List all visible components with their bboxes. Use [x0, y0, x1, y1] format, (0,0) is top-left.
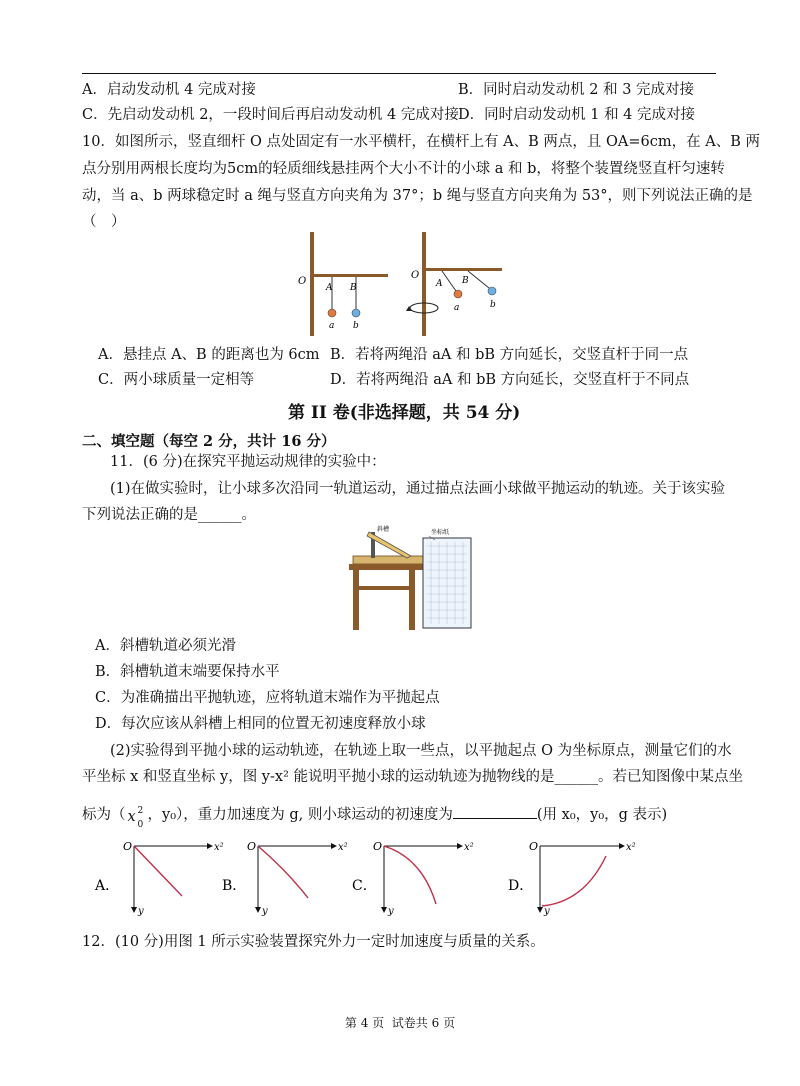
graph-c: [352, 840, 474, 917]
horizontal-bar-right: [424, 268, 502, 271]
q10-line-1: 10．如图所示，竖直细杆 O 点处固定有一水平横杆，在横杆上有 A、B 两点，且 OA=6cm，在 A、B 两: [82, 134, 760, 150]
q10-line-2: 点分别用两根长度均为5cm的轻质细线悬挂两个大小不计的小球 a 和 b，将整个装置绕竖直杆匀速转: [82, 161, 725, 177]
q11-apparatus-figure: [345, 522, 475, 634]
section-title: 第 II 卷(非选择题，共 54 分): [288, 403, 521, 423]
q11-intro: 11．(6 分)在探究平抛运动规律的实验中：: [110, 454, 386, 470]
q11-option-c: C．为准确描出平抛轨迹，应将轨道末端作为平抛起点: [95, 690, 440, 706]
graph-b-curve: [258, 846, 308, 898]
q11-option-a: A．斜槽轨道必须光滑: [95, 638, 236, 654]
q9-option-b: B．同时启动发动机 2 和 3 完成对接: [458, 82, 695, 98]
q10-option-d: D．若将两绳沿 aA 和 bB 方向延长，交竖直杆于不同点: [330, 372, 690, 388]
table-leg-right: [409, 570, 415, 630]
q9-option-a: A．启动发动机 4 完成对接: [82, 82, 256, 98]
label-b-lower-left: b: [353, 321, 359, 331]
graph-c-curve: [384, 846, 436, 904]
q9-option-d: D．同时启动发动机 1 和 4 完成对接: [458, 107, 696, 123]
q11-graphs: [90, 838, 650, 918]
graph-b-y-label: y: [262, 906, 268, 917]
coord-x-letter: x: [127, 809, 136, 825]
table-crossbar: [359, 586, 409, 590]
graph-a-curve: [134, 846, 182, 896]
graph-a-label: A．: [95, 878, 120, 894]
graph-c-origin: O: [373, 840, 383, 853]
label-a-lower-left: a: [329, 321, 335, 331]
graph-b-label: B．: [222, 878, 247, 894]
top-rule: [82, 73, 716, 74]
graph-d-curve: [542, 856, 606, 906]
graph-a: [94, 840, 224, 917]
graph-d: [508, 840, 636, 917]
label-o-left: O: [298, 276, 307, 287]
q10-figure: [290, 228, 520, 340]
ball-a-left: [328, 309, 336, 317]
fill-in-header: 二、填空题（每空 2 分，共计 16 分）: [82, 433, 336, 450]
ball-b-right: [488, 287, 496, 295]
q11-option-d: D．每次应该从斜槽上相同的位置无初速度释放小球: [95, 716, 426, 732]
graph-b: [222, 840, 348, 917]
label-b-upper-right: B: [462, 276, 469, 286]
ball-a-right: [454, 290, 462, 298]
label-b-upper-left: B: [350, 283, 357, 293]
q11-part2-line-1: (2)实验得到平抛小球的运动轨迹，在轨迹上取一些点，以平抛起点 O 为坐标原点，测量它们的水: [110, 743, 732, 759]
graph-b-origin: O: [247, 840, 257, 853]
horizontal-bar-left: [312, 274, 388, 277]
q11-option-b: B．斜槽轨道末端要保持水平: [95, 664, 280, 680]
graph-a-y-label: y: [138, 906, 144, 917]
graph-b-x-label: x²: [338, 842, 348, 853]
graph-c-label: C．: [352, 878, 377, 894]
vertical-rod-left: [310, 232, 314, 336]
table-top: [353, 556, 425, 564]
coord-suffix: ，y₀），重力加速度为 g, 则小球运动的初速度为: [147, 807, 453, 823]
table-leg-left: [353, 570, 359, 630]
coord-note: (用 x₀，y₀，g 表示): [536, 807, 668, 823]
graph-d-x-label: x²: [626, 842, 636, 853]
label-a-upper-right: A: [436, 279, 443, 289]
graph-a-x-label: x²: [214, 842, 224, 853]
q10-line-3: 动，当 a、b 两球稳定时 a 绳与竖直方向夹角为 37°；b 绳与竖直方向夹角为 53°，则下列说法正确的是: [82, 188, 753, 204]
q11-part2-line-2: 平坐标 x 和竖直坐标 y，图 y-x² 能说明平抛小球的运动轨迹为抛物线的是______。若已知图像中某点坐: [82, 769, 743, 785]
q9-option-c: C．先启动发动机 2，一段时间后再启动发动机 4 完成对接: [82, 107, 459, 123]
q11-part1-line-2: 下列说法正确的是______。: [82, 507, 256, 523]
q10-line-4: （ ）: [82, 214, 126, 230]
label-a-upper-left: A: [326, 283, 333, 293]
graph-c-y-label: y: [388, 906, 394, 917]
label-o-right: O: [411, 270, 420, 281]
paper-label: 坐标纸: [431, 529, 450, 536]
q11-part1-line-1: (1)在做实验时，让小球多次沿同一轨道运动，通过描点法画小球做平抛运动的轨迹。关于该实验: [110, 481, 726, 497]
q10-option-a: A．悬挂点 A、B 的距离也为 6cm: [98, 347, 320, 363]
label-b-lower-right: b: [490, 300, 496, 310]
q12-line: 12．(10 分)用图 1 所示实验装置探究外力一定时加速度与质量的关系。: [82, 934, 545, 950]
table-edge: [349, 564, 429, 570]
graph-a-origin: O: [123, 840, 133, 853]
ball-b-left: [352, 309, 360, 317]
graph-d-y-label: y: [544, 906, 550, 917]
q10-option-c: C．两小球质量一定相等: [98, 372, 255, 388]
coord-prefix: 标为（: [82, 807, 126, 823]
answer-blank: [453, 818, 537, 819]
q11-part2-line-3: 标为（ x 2 0 ，y₀），重力加速度为 g, 则小球运动的初速度为 (用 x₀，y₀，g 表示): [82, 806, 668, 830]
graph-d-label: D．: [508, 878, 534, 894]
page-footer: 第 4 页 试卷共 6 页: [344, 1016, 456, 1030]
graph-d-origin: O: [529, 840, 539, 853]
string-b-right: [468, 271, 489, 288]
string-a-right: [442, 271, 456, 291]
chute-label: 斜槽: [377, 526, 390, 533]
q10-option-b: B．若将两绳沿 aA 和 bB 方向延长，交竖直杆于同一点: [330, 347, 689, 363]
graph-c-x-label: x²: [464, 842, 474, 853]
label-a-lower-right: a: [454, 303, 460, 313]
vertical-rod-right: [422, 232, 426, 336]
